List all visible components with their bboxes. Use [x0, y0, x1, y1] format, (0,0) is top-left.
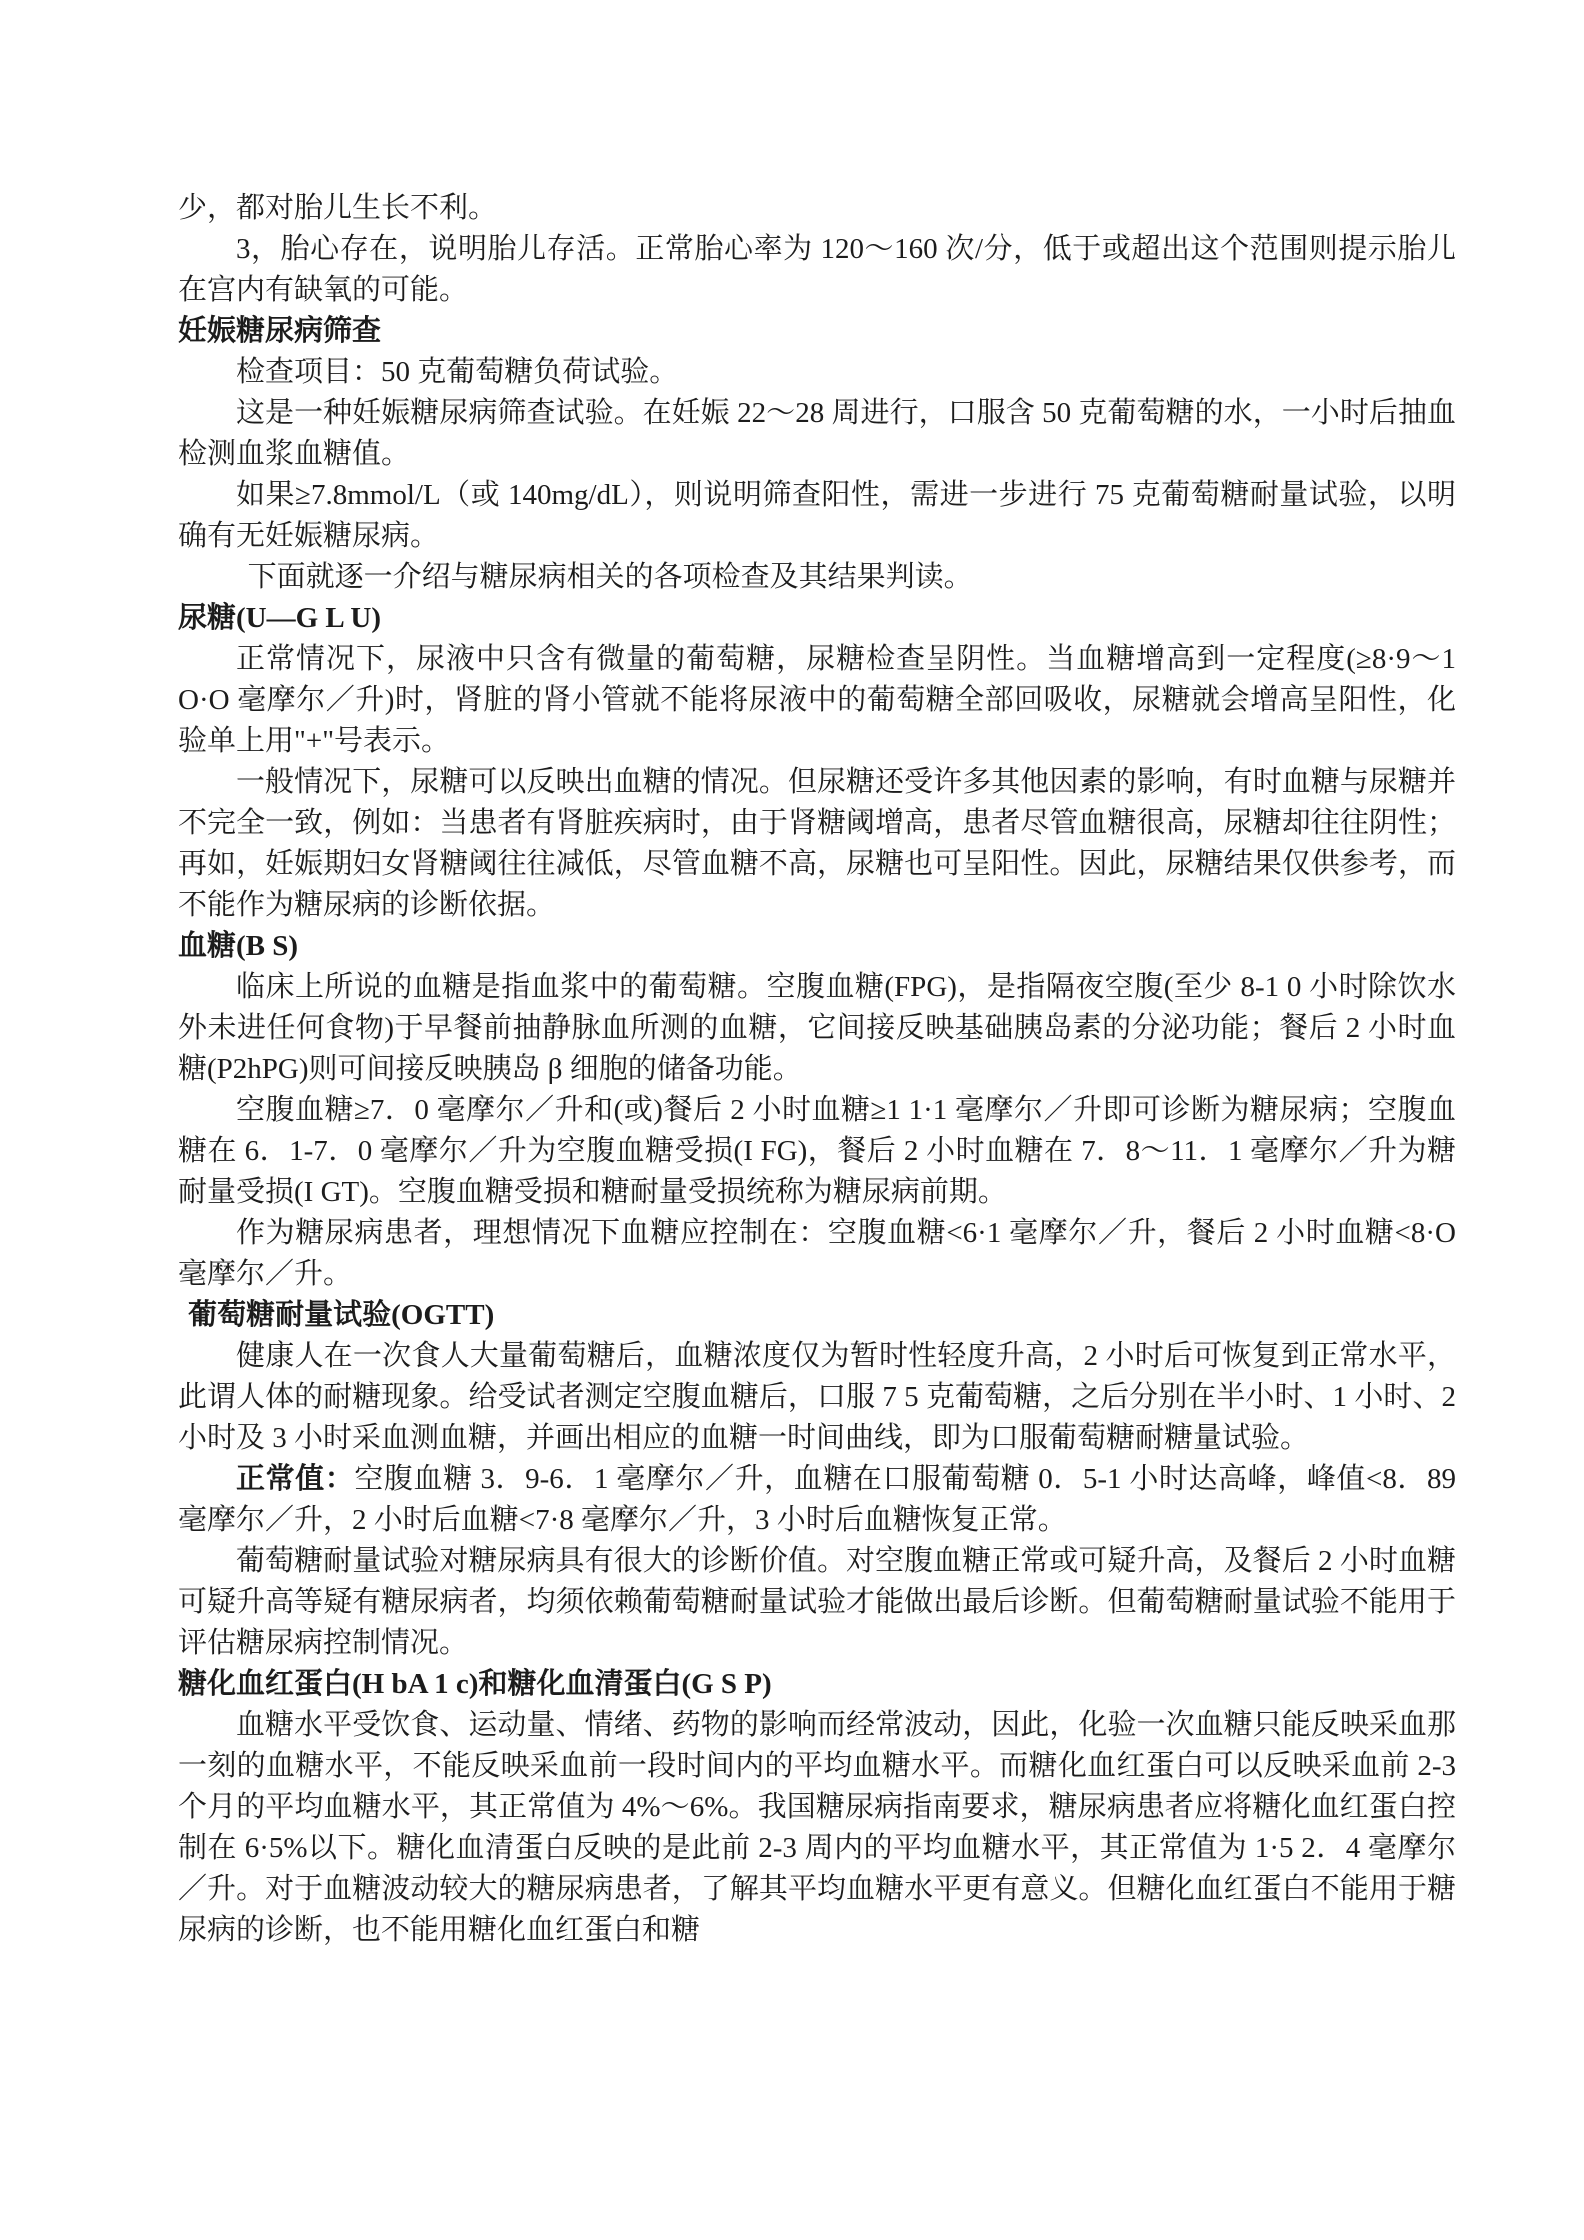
paragraph: 临床上所说的血糖是指血浆中的葡萄糖。空腹血糖(FPG)，是指隔夜空腹(至少 8-1 0 小时除饮水外未进任何食物)于早餐前抽静脉血所测的血糖，它间接反映基础胰岛素的分泌功能；餐后 2 小时血糖(P2hPG)则可间接反映胰岛 β 细胞的储备功能。: [178, 971, 1456, 1085]
paragraph: 正常情况下，尿液中只含有微量的葡萄糖，尿糖检查呈阴性。当血糖增高到一定程度(≥8·9～1 O·O 毫摩尔／升)时，肾脏的肾小管就不能将尿液中的葡萄糖全部回吸收，尿糖就会增高呈阳性，化验单上用"+"号表示。: [178, 643, 1456, 757]
paragraph: 一般情况下，尿糖可以反映出血糖的情况。但尿糖还受许多其他因素的影响，有时血糖与尿糖并不完全一致，例如：当患者有肾脏疾病时，由于肾糖阈增高，患者尽管血糖很高，尿糖却往往阴性；再如，妊娠期妇女肾糖阈往往减低，尽管血糖不高，尿糖也可呈阳性。因此，尿糖结果仅供参考，而不能作为糖尿病的诊断依据。: [178, 766, 1456, 921]
section-heading-hba1c-gsp: 糖化血红蛋白(H bA 1 c)和糖化血清蛋白(G S P): [178, 1668, 772, 1700]
paragraph: 健康人在一次食人大量葡萄糖后，血糖浓度仅为暂时性轻度升高，2 小时后可恢复到正常水平，此谓人体的耐糖现象。给受试者测定空腹血糖后，口服 7 5 克葡萄糖，之后分别在半小时、1 小时、2 小时及 3 小时采血测血糖，并画出相应的血糖一时间曲线，即为口服葡萄糖耐糖量试验。: [178, 1340, 1456, 1454]
paragraph: 下面就逐一介绍与糖尿病相关的各项检查及其结果判读。: [247, 561, 973, 593]
paragraph: 空腹血糖≥7．0 毫摩尔／升和(或)餐后 2 小时血糖≥1 1·1 毫摩尔／升即可诊断为糖尿病；空腹血糖在 6．1-7．0 毫摩尔／升为空腹血糖受损(I FG)，餐后 2 小时血糖在 7．8～11．1 毫摩尔／升为糖耐量受损(I GT)。空腹血糖受损和糖耐量受损统称为糖尿病前期。: [178, 1094, 1456, 1208]
paragraph: 检查项目：50 克葡萄糖负荷试验。: [236, 356, 679, 388]
paragraph: [178, 1459, 1456, 1541]
paragraph-text: 空腹血糖 3．9-6．1 毫摩尔／升，血糖在口服葡萄糖 0．5-1 小时达高峰，峰值<8．89 毫摩尔／升，2 小时后血糖<7·8 毫摩尔／升，3 小时后血糖恢复正常。: [178, 1463, 1456, 1536]
paragraph: 血糖水平受饮食、运动量、情绪、药物的影响而经常波动，因此，化验一次血糖只能反映采血那一刻的血糖水平，不能反映采血前一段时间内的平均血糖水平。而糖化血红蛋白可以反映采血前 2-3 个月的平均血糖水平，其正常值为 4%～6%。我国糖尿病指南要求，糖尿病患者应将糖化血红蛋白控制在 6·5%以下。糖化血清蛋白反映的是此前 2-3 周内的平均血糖水平，其正常值为 1·5 2．4 毫摩尔／升。对于血糖波动较大的糖尿病患者，了解其平均血糖水平更有意义。但糖化血红蛋白不能用于糖尿病的诊断，也不能用糖化血红蛋白和糖: [178, 1709, 1456, 1946]
document-text-block: [178, 188, 1456, 1951]
paragraph: 作为糖尿病患者，理想情况下血糖应控制在：空腹血糖<6·1 毫摩尔／升，餐后 2 小时血糖<8·O 毫摩尔／升。: [178, 1217, 1456, 1290]
section-heading-blood-sugar: 血糖(B S): [178, 930, 299, 962]
paragraph: 这是一种妊娠糖尿病筛查试验。在妊娠 22～28 周进行，口服含 50 克葡萄糖的水，一小时后抽血检测血浆血糖值。: [178, 397, 1456, 470]
paragraph: 少，都对胎儿生长不利。: [178, 192, 498, 224]
section-heading-gestational-diabetes-screening: 妊娠糖尿病筛查: [178, 315, 382, 347]
section-heading-urine-glucose: 尿糖(U—G L U): [178, 602, 382, 634]
paragraph: 3，胎心存在，说明胎儿存活。正常胎心率为 120～160 次/分，低于或超出这个范围则提示胎儿在宫内有缺氧的可能。: [178, 233, 1456, 306]
paragraph: 如果≥7.8mmol/L（或 140mg/dL），则说明筛查阳性，需进一步进行 75 克葡萄糖耐量试验，以明确有无妊娠糖尿病。: [178, 479, 1456, 552]
section-heading-ogtt: 葡萄糖耐量试验(OGTT): [188, 1299, 495, 1331]
paragraph-lead: 正常值：: [236, 1463, 355, 1495]
paragraph: 葡萄糖耐量试验对糖尿病具有很大的诊断价值。对空腹血糖正常或可疑升高，及餐后 2 小时血糖可疑升高等疑有糖尿病者，均须依赖葡萄糖耐量试验才能做出最后诊断。但葡萄糖耐量试验不能用于评估糖尿病控制情况。: [178, 1545, 1456, 1659]
